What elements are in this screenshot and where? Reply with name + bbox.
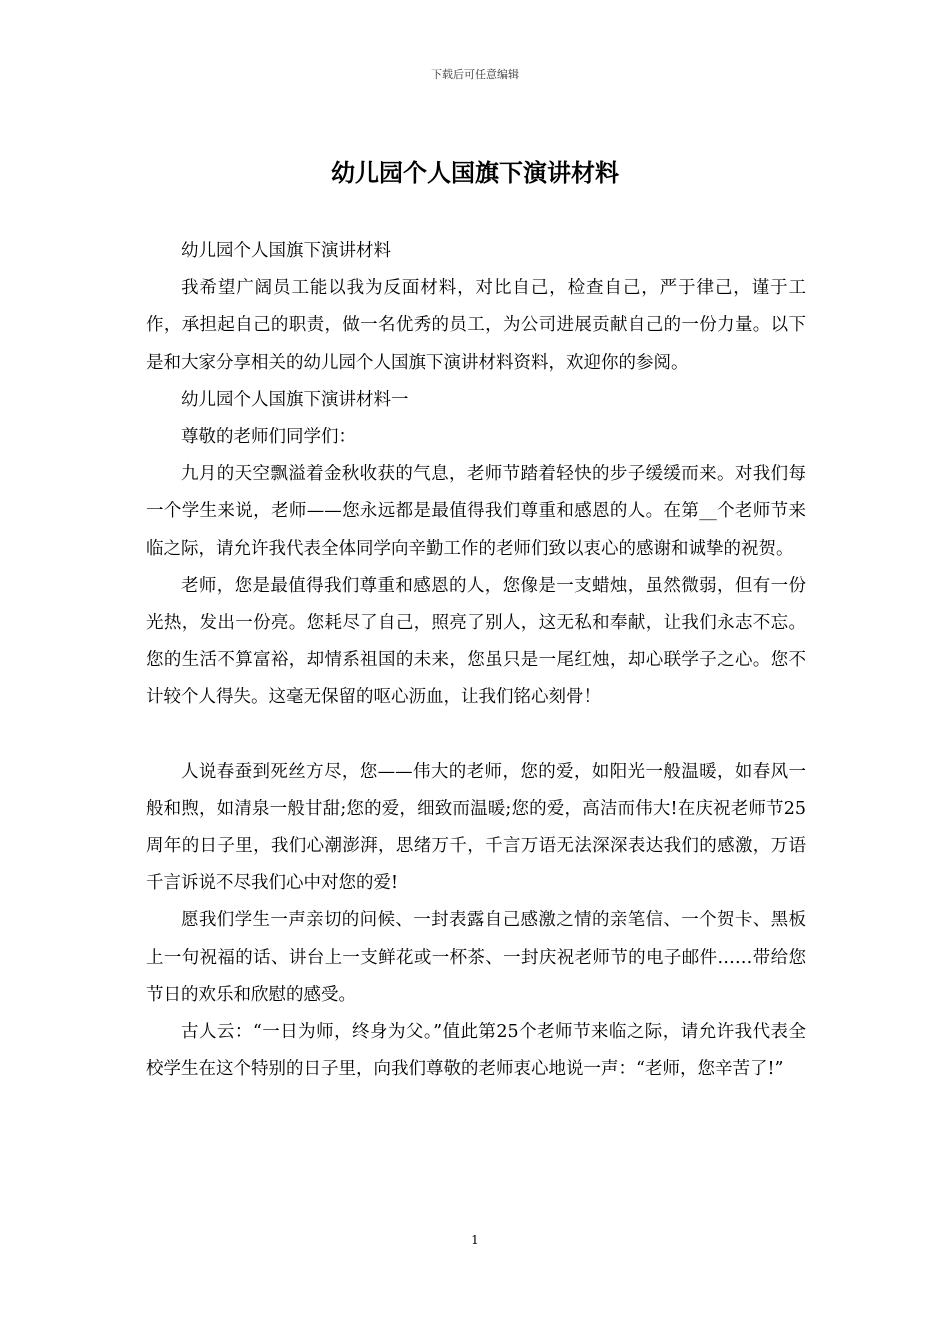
paragraph: 老师，您是最值得我们尊重和感恩的人，您像是一支蜡烛，虽然微弱，但有一份光热，发出一份亮。您耗尽了自己，照亮了别人，这无私和奉献，让我们永志不忘。您的生活不算富裕，却情系祖国的未来，您虽只是一尾红烛，却心联学子之心。您不计较个人得失。这毫无保留的呕心沥血，让我们铭心刻骨！ xyxy=(146,575,806,708)
paragraph: 人说春蚕到死丝方尽，您——伟大的老师，您的爱，如阳光一般温暖，如春风一般和煦，如清泉一般甘甜;您的爱，细致而温暖;您的爱，高洁而伟大!在庆祝老师节25周年的日子里，我们心潮澎湃，思绪万千，千言万语无法深深表达我们的感激，万语千言诉说不尽我们心中对您的爱! xyxy=(146,761,806,894)
paragraph-intro: 我希望广阔员工能以我为反面材料，对比自己，检查自己，严于律己，谨于工作，承担起自己的职责，做一名优秀的员工，为公司进展贡献自己的一份力量。以下是和大家分享相关的幼儿园个人国旗下演讲材料资料，欢迎你的参阅。 xyxy=(146,278,806,373)
header-note: 下载后可任意编辑 xyxy=(431,68,519,81)
paragraph: 古人云：“一日为师，终身为父。”值此第25个老师节来临之际，请允许我代表全校学生在这个特别的日子里，向我们尊敬的老师衷心地说一声：“老师，您辛苦了!” xyxy=(146,1022,806,1080)
paragraph: 愿我们学生一声亲切的问候、一封表露自己感激之情的亲笔信、一个贺卡、黑板上一句祝福的话、讲台上一支鲜花或一杯茶、一封庆祝老师节的电子邮件……带给您节日的欢乐和欣慰的感受。 xyxy=(146,910,806,1005)
paragraph: 九月的天空飘溢着金秋收获的气息，老师节踏着轻快的步子缓缓而来。对我们每一个学生来说，老师——您永远都是最值得我们尊重和感恩的人。在第__个老师节来临之际，请允许我代表全体同学向辛勤工作的老师们致以衷心的感谢和诚挚的祝贺。 xyxy=(146,464,806,559)
paragraph-salutation: 尊敬的老师们同学们： xyxy=(181,427,356,448)
paragraph-section-heading: 幼儿园个人国旗下演讲材料一 xyxy=(181,389,409,410)
page-number: 1 xyxy=(471,1233,479,1247)
paragraph-subtitle: 幼儿园个人国旗下演讲材料 xyxy=(181,241,391,261)
document-body xyxy=(146,233,806,1088)
document-title: 幼儿园个人国旗下演讲材料 xyxy=(331,158,619,187)
